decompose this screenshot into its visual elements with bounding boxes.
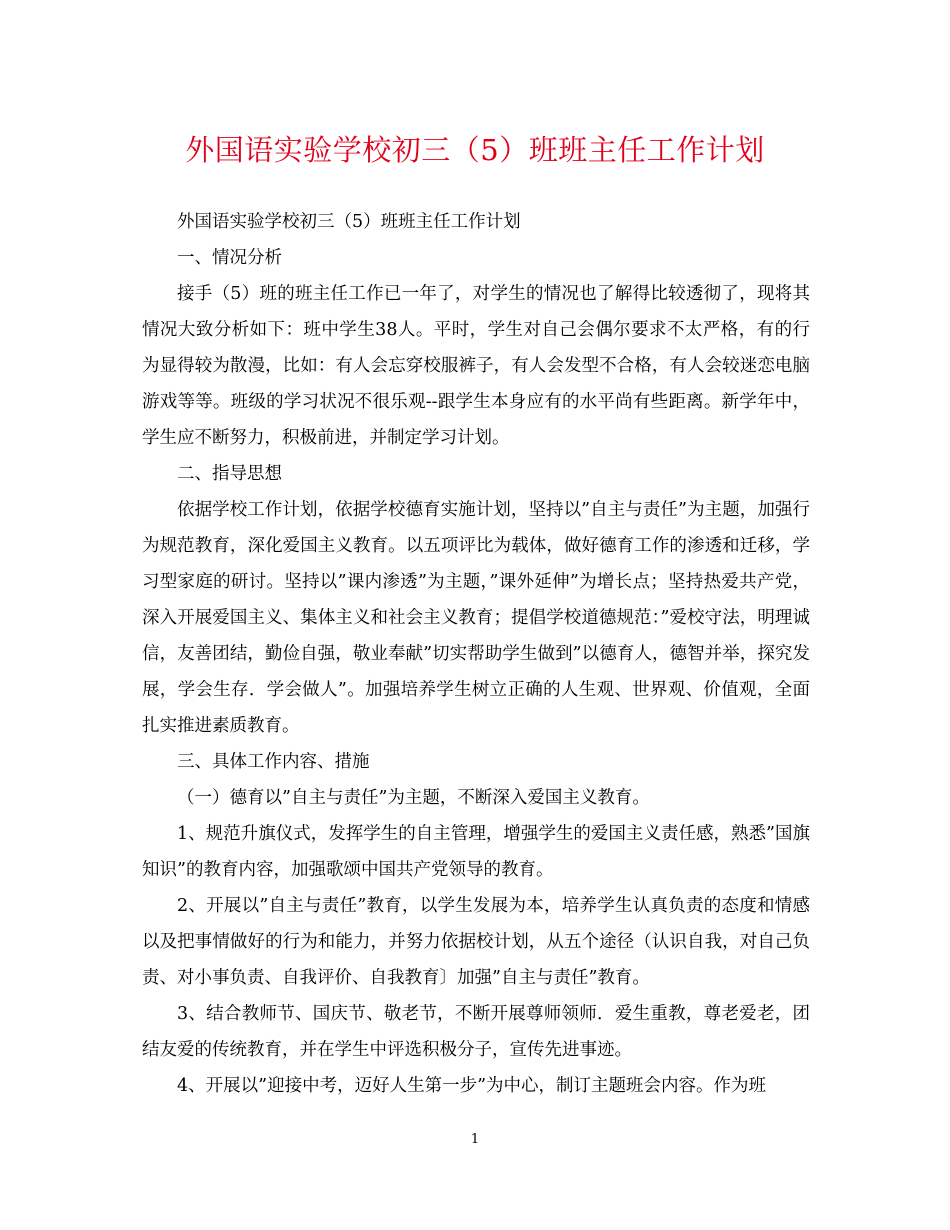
section-heading-measures: 三、具体工作内容、措施 — [177, 752, 370, 772]
document-body — [142, 204, 810, 1104]
list-item-2: 2、开展以”自主与责任”教育，以学生发展为本，培养学生认真负责的态度和情感以及把事情做好的行为和能力，并努力依据校计划，从五个途径（认识自我，对自己负责、对小事负责、自我评价、自我教育〕加强”自主与责任”教育。 — [142, 896, 810, 988]
list-item-4: 4、开展以”迎接中考，迈好人生第一步”为中心，制订主题班会内容。作为班 — [177, 1076, 767, 1096]
paragraph-guidance: 依据学校工作计划，依据学校德育实施计划，坚持以”自主与责任”为主题，加强行为规范教育，深化爱国主义教育。以五项评比为载体，做好德育工作的渗透和迁移，学习型家庭的研讨。坚持以”课内渗透”为主题，”课外延伸”为增长点；坚持热爱共产党，深入开展爱国主义、集体主义和社会主义教育；提倡学校道德规范：”爱校守法，明理诚信，友善团结，勤俭自强，敬业奉献”切实帮助学生做到”以德育人，德智并举，探究发展，学会生存．学会做人”。加强培养学生树立正确的人生观、世界观、价值观，全面扎实推进素质教育。 — [142, 500, 810, 736]
list-item-1: 1、规范升旗仪式，发挥学生的自主管理，增强学生的爱国主义责任感，熟悉”国旗知识”的教育内容，加强歌颂中国共产党领导的教育。 — [142, 824, 810, 880]
section-heading-situation: 一、情况分析 — [177, 248, 282, 268]
document-title: 外国语实验学校初三（5）班班主任工作计划 — [185, 133, 765, 167]
page-number: 1 — [470, 1132, 480, 1147]
list-item-3: 3、结合教师节、国庆节、敬老节，不断开展尊师领师．爱生重教，尊老爱老，团结友爱的传统教育，并在学生中评选积极分子，宣传先进事迹。 — [142, 1004, 810, 1060]
section-heading-guidance: 二、指导思想 — [177, 464, 282, 484]
subtitle-paragraph: 外国语实验学校初三（5）班班主任工作计划 — [177, 212, 521, 232]
paragraph-situation: 接手（5）班的班主任工作已一年了，对学生的情况也了解得比较透彻了，现将其情况大致分析如下：班中学生38人。平时，学生对自己会偶尔要求不太严格，有的行为显得较为散漫，比如：有人会忘穿校服裤子，有人会发型不合格，有人会较迷恋电脑游戏等等。班级的学习状况不很乐观--跟学生本身应有的水平尚有些距离。新学年中，学生应不断努力，积极前进，并制定学习计划。 — [142, 284, 810, 448]
subsection-heading-moral: （一）德育以”自主与责任”为主题，不断深入爱国主义教育。 — [177, 788, 650, 808]
